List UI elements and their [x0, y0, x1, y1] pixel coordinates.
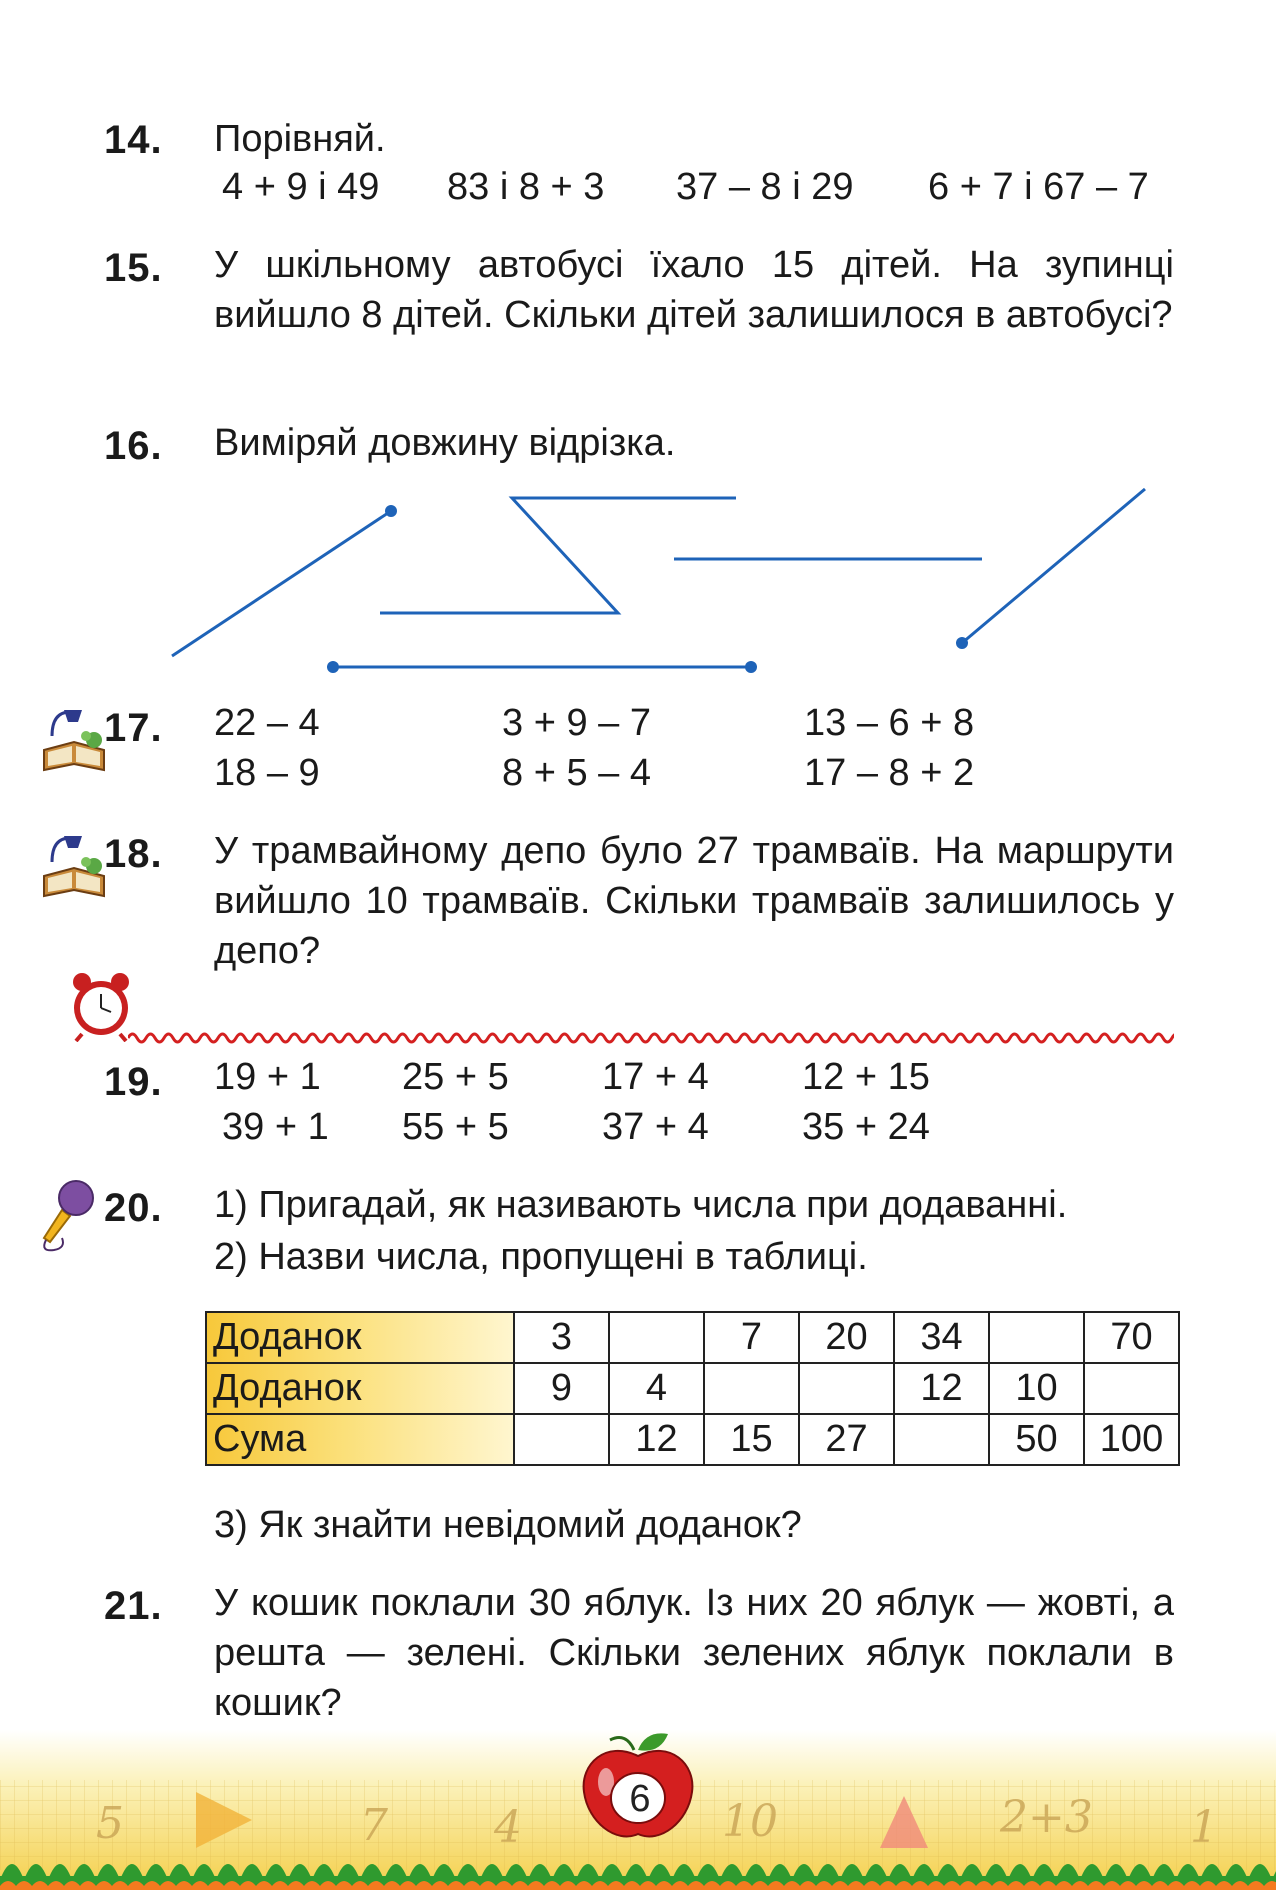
segments-figure: [0, 470, 1276, 680]
table-cell: 9: [514, 1363, 609, 1414]
table-cell: 27: [799, 1414, 894, 1465]
table-cell: 100: [1084, 1414, 1179, 1465]
book-lamp-icon: [38, 832, 110, 902]
task-19-number: 19.: [104, 1060, 163, 1104]
task-17-expr-6: 17 – 8 + 2: [804, 752, 975, 794]
task-19-expr-1: 19 + 1: [214, 1056, 321, 1098]
task-14-number: 14.: [104, 118, 163, 162]
task-19-expr-2: 25 + 5: [402, 1056, 509, 1098]
footer-digit: 5: [96, 1798, 124, 1849]
table-cell: [894, 1414, 989, 1465]
task-19-expr-8: 35 + 24: [802, 1106, 930, 1148]
addition-table: [205, 1311, 1180, 1466]
task-16-text: Виміряй довжину відрізка.: [214, 422, 676, 464]
table-cell: 3: [514, 1312, 609, 1363]
task-18-text: У трамвайному депо було 27 трамваїв. На маршрути вийшло 10 трамваїв. Скільки трамваїв залишилось у депо?: [214, 830, 1174, 972]
table-cell: 7: [704, 1312, 799, 1363]
table-cell: 12: [894, 1363, 989, 1414]
table-cell: 15: [704, 1414, 799, 1465]
task-17-expr-5: 13 – 6 + 8: [804, 702, 975, 744]
task-19-expr-7: 37 + 4: [602, 1106, 709, 1148]
row-header: Доданок: [206, 1363, 514, 1414]
task-20-number: 20.: [104, 1186, 163, 1230]
task-14-title: Порівняй.: [214, 118, 386, 160]
task-21-text: У кошик поклали 30 яблук. Із них 20 яблук — жовті, а решта — зелені. Скільки зелених яблук поклали в кошик?: [214, 1582, 1174, 1724]
table-cell: [514, 1414, 609, 1465]
table-cell: 70: [1084, 1312, 1179, 1363]
alarm-clock-icon: [68, 970, 134, 1042]
task-14-expr-2: 83 і 8 + 3: [447, 166, 605, 208]
wavy-divider: [128, 1028, 1174, 1048]
task-19-expr-3: 17 + 4: [602, 1056, 709, 1098]
task-16-number: 16.: [104, 424, 163, 468]
table-cell: 50: [989, 1414, 1084, 1465]
table-cell: [799, 1363, 894, 1414]
task-14-expr-1: 4 + 9 і 49: [222, 166, 380, 208]
footer-digit: 4: [494, 1802, 522, 1853]
table-cell: [989, 1312, 1084, 1363]
row-header: Сума: [206, 1414, 514, 1465]
task-17-expr-4: 8 + 5 – 4: [502, 752, 651, 794]
table-row: [206, 1414, 1179, 1465]
task-21-number: 21.: [104, 1584, 163, 1628]
book-lamp-icon: [38, 706, 110, 776]
task-17-expr-3: 3 + 9 – 7: [502, 702, 651, 744]
row-header: Доданок: [206, 1312, 514, 1363]
task-14-expr-4: 6 + 7 і 67 – 7: [928, 166, 1149, 208]
table-cell: 10: [989, 1363, 1084, 1414]
segment-polyline-z: [380, 498, 736, 613]
footer-digit: 7: [360, 1800, 388, 1851]
table-cell: 34: [894, 1312, 989, 1363]
task-20-question-2: 2) Назви числа, пропущені в таблиці.: [214, 1236, 868, 1278]
segment-diagonal-right: [962, 489, 1145, 643]
page-number: 6: [629, 1778, 651, 1820]
task-20-question-3: 3) Як знайти невідомий доданок?: [214, 1504, 802, 1546]
task-19-expr-4: 12 + 15: [802, 1056, 930, 1098]
task-15-text: У шкільному автобусі їхало 15 дітей. На зупинці вийшло 8 дітей. Скільки дітей залишилося в автобусі?: [214, 244, 1174, 336]
table-cell: 12: [609, 1414, 704, 1465]
task-17-expr-1: 22 – 4: [214, 702, 320, 744]
footer-digit: 1: [1190, 1802, 1218, 1853]
table-row: [206, 1363, 1179, 1414]
task-19-expr-5: 39 + 1: [222, 1106, 329, 1148]
table-cell: 20: [799, 1312, 894, 1363]
task-17-expr-2: 18 – 9: [214, 752, 320, 794]
task-14-expr-3: 37 – 8 і 29: [676, 166, 854, 208]
task-18-number: 18.: [104, 832, 163, 876]
table-cell: [704, 1363, 799, 1414]
table-row: [206, 1312, 1179, 1363]
task-19-expr-6: 55 + 5: [402, 1106, 509, 1148]
task-17-number: 17.: [104, 706, 163, 750]
segment-diagonal-left: [172, 511, 391, 656]
table-cell: [609, 1312, 704, 1363]
microphone-icon: [32, 1176, 98, 1254]
table-cell: [1084, 1363, 1179, 1414]
task-15-number: 15.: [104, 246, 163, 290]
table-cell: 4: [609, 1363, 704, 1414]
footer-digit: 2+3: [1000, 1792, 1093, 1843]
task-20-question-1: 1) Пригадай, як називають числа при додаванні.: [214, 1184, 1068, 1226]
footer-digit: 10: [722, 1796, 778, 1847]
